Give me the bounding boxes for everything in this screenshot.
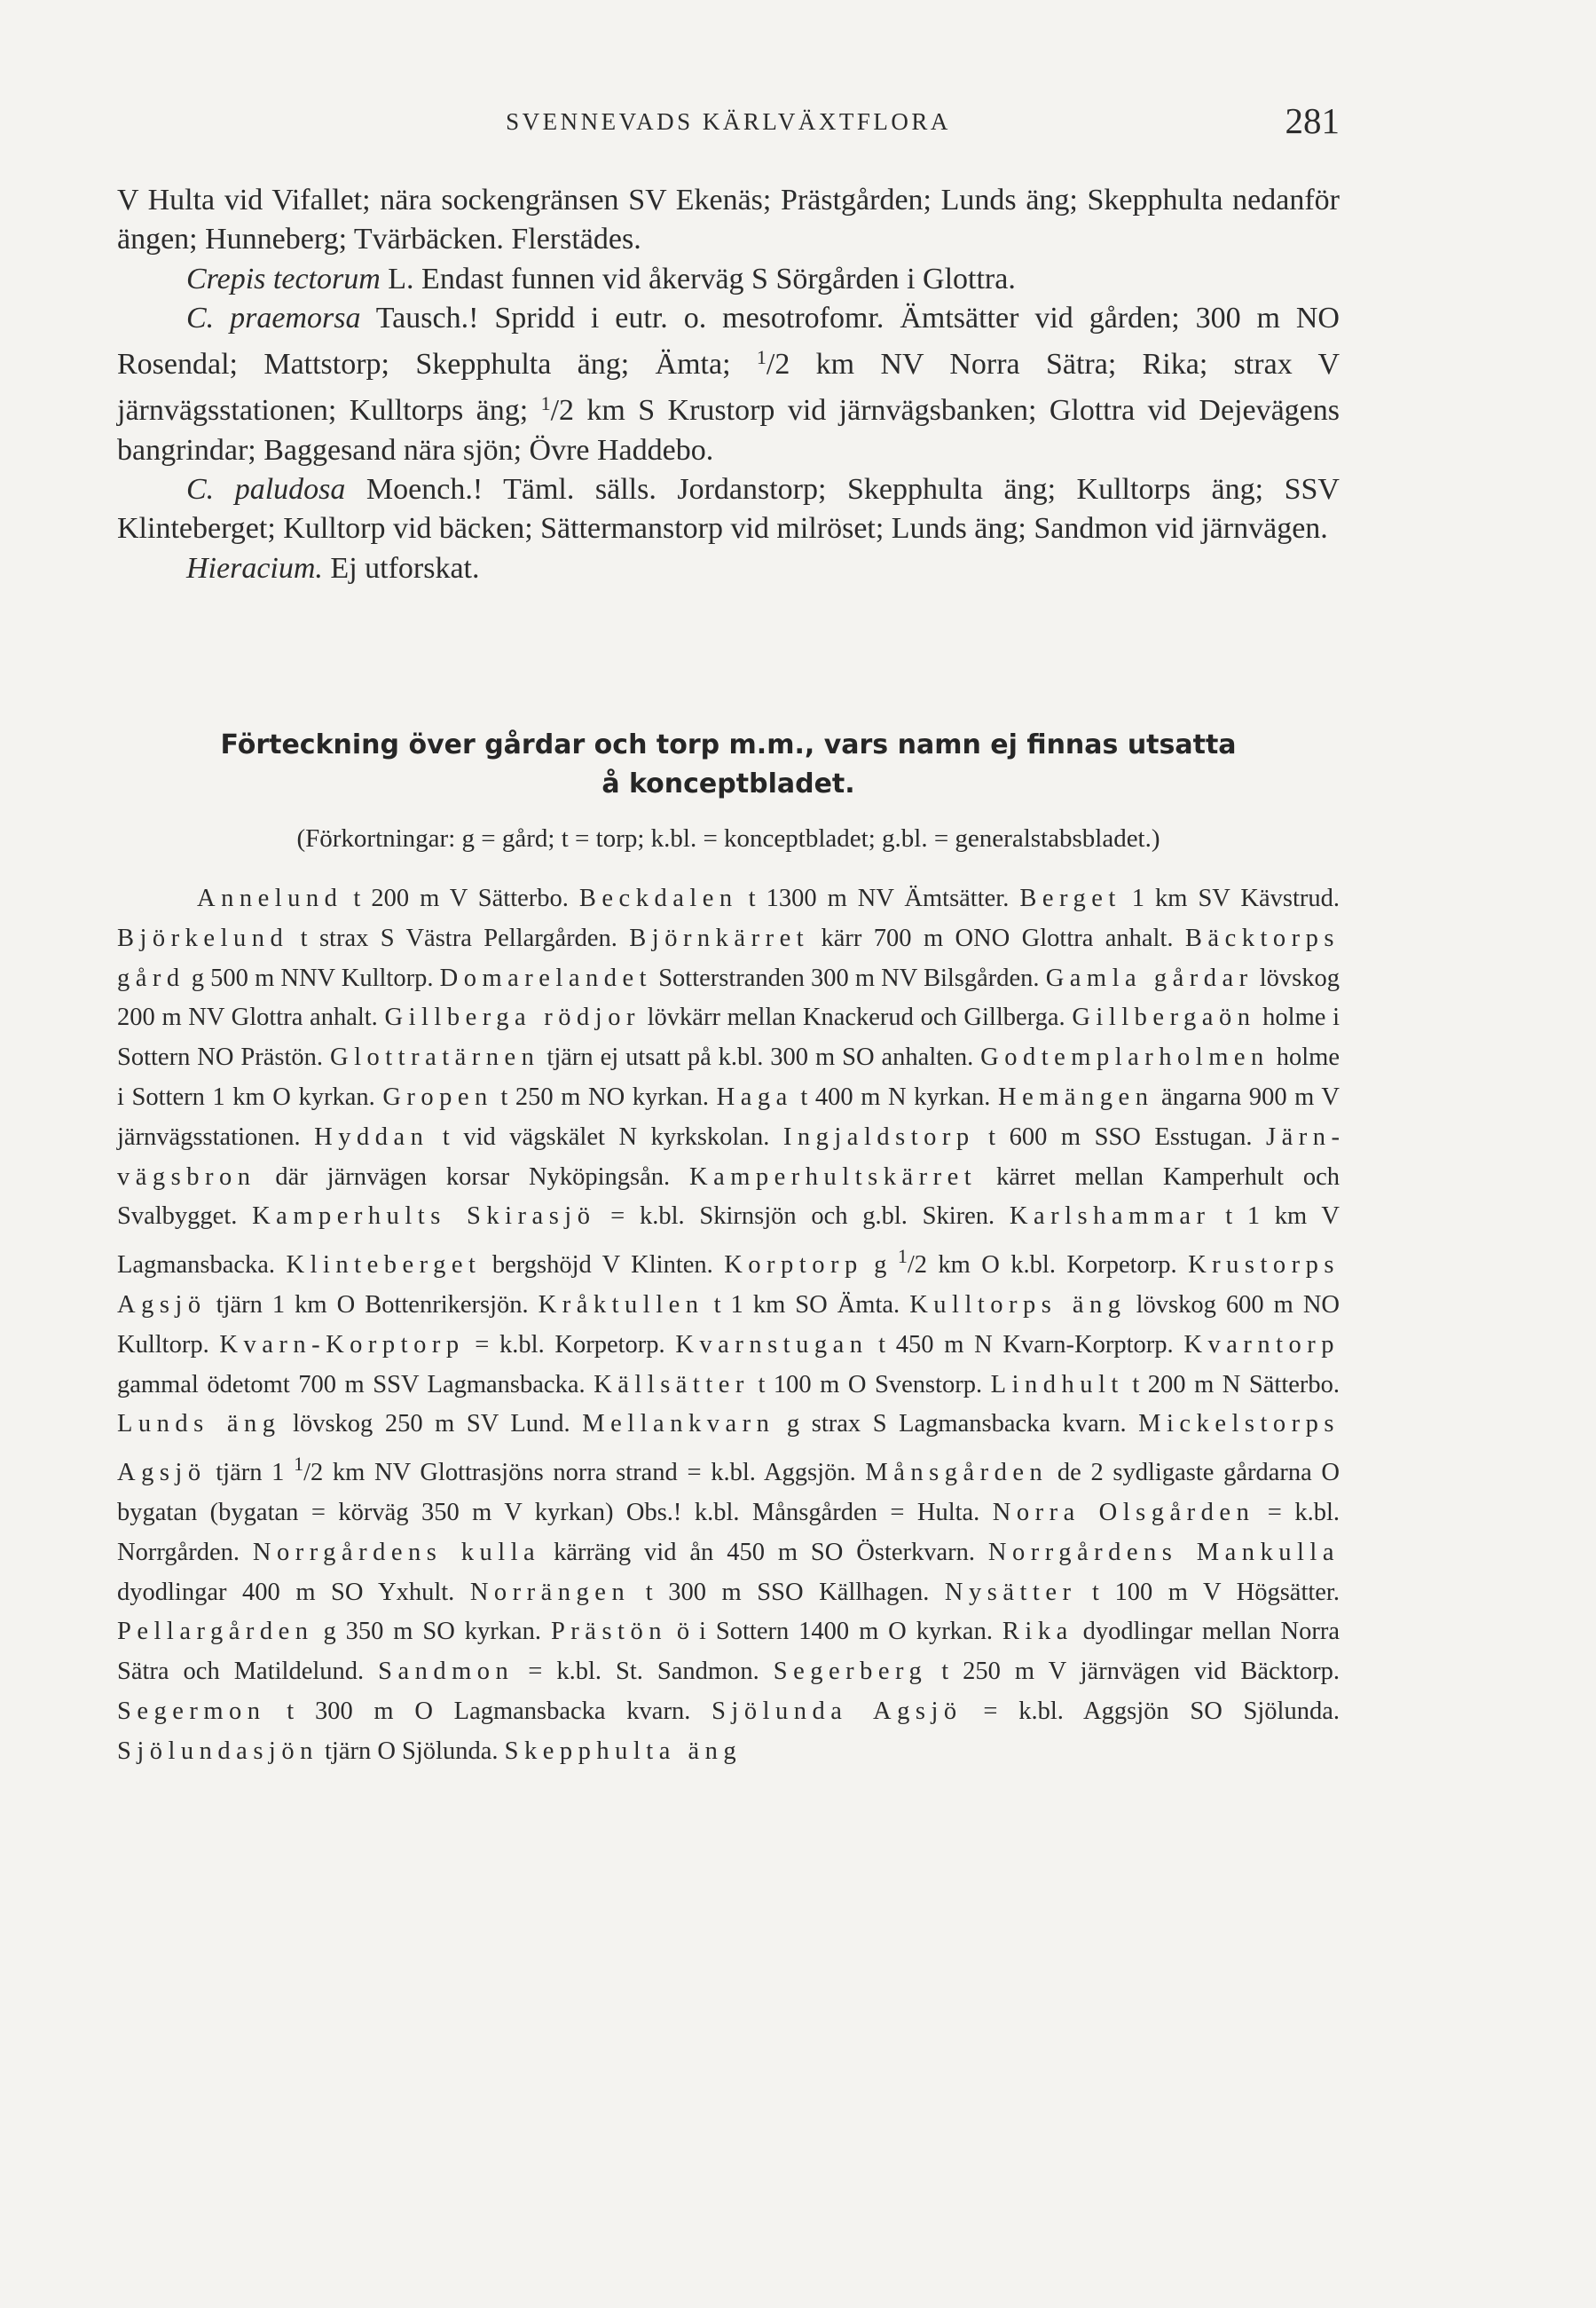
flora-paragraph — [117, 470, 1340, 549]
taxon-name: Crepis tectorum — [186, 262, 381, 295]
text-run: g strax S Lagmansbacka kvarn. — [774, 1410, 1139, 1438]
place-name: Norrgårdens Mankulla — [987, 1538, 1340, 1566]
taxon-name: C. praemorsa — [186, 301, 361, 335]
text-run: = k.bl. Skirnsjön och g.bl. Skiren. — [595, 1202, 1010, 1231]
flora-paragraph — [117, 260, 1340, 299]
text-run: = k.bl. St. Sandmon. — [514, 1658, 774, 1686]
section-heading — [117, 726, 1340, 804]
text-run: bergshöjd V Klinten. — [481, 1251, 725, 1280]
text-run: t 200 m V Sätterbo. — [342, 885, 579, 912]
running-head — [117, 99, 1340, 149]
text-run: t 300 m O Lagmansbacka kvarn. — [265, 1697, 712, 1725]
section-heading-line-1: Förteckning över gårdar och torp m.m., vars namn ej finnas utsatta — [220, 729, 1237, 760]
place-name: Ingjaldstorp — [782, 1122, 975, 1151]
text-run: t 100 m V Högsätter. — [1076, 1578, 1340, 1606]
text-run: = k.bl. Norrgården. — [117, 1498, 1340, 1566]
text-run: lövskog 200 m NV Glottra anhalt. — [117, 964, 1340, 1032]
fraction-numerator: 1 — [756, 346, 767, 369]
text-run: t strax S Västra Pellargården. — [288, 924, 630, 952]
text-run: t 1 km V Lagmansbacka. — [117, 1202, 1340, 1280]
taxon-name: C. paludosa — [186, 473, 346, 507]
text-run: lövskog 600 m NO Kulltorp. — [117, 1290, 1340, 1359]
place-name: Godtemplarholmen — [980, 1044, 1270, 1072]
place-name: Rika — [1002, 1618, 1073, 1646]
text-run: dyodlingar mellan Norra Sätra och Matildelund. — [117, 1618, 1340, 1686]
text-run: t 400 m N kyrkan. — [792, 1083, 998, 1111]
text-run: /2 km NV Glottrasjöns norra strand = k.bl. Aggsjön. — [303, 1459, 866, 1487]
text-run: L. Endast funnen vid åkerväg S Sörgården i Glottra. — [380, 262, 1016, 295]
place-name: Björkelund — [117, 924, 289, 952]
place-name: Korptorp — [724, 1251, 863, 1280]
place-name: Domarelandet — [439, 964, 653, 992]
place-name: Gropen — [382, 1083, 493, 1111]
text-run: 1 km SV Kävstrud. — [1120, 885, 1340, 912]
place-name: Karlshammar — [1009, 1202, 1211, 1231]
place-name: Gillberga rödjor — [384, 1004, 641, 1032]
place-name: Lindhult — [990, 1370, 1124, 1398]
place-register — [117, 879, 1340, 1772]
text-run: dyodlingar 400 m SO Yxhult. — [117, 1578, 470, 1606]
text-run: holme i Sottern NO Prästön. — [117, 1004, 1340, 1072]
text-run: Sotterstranden 300 m NV Bilsgården. — [652, 964, 1046, 992]
running-title: SVENNEVADS KÄRLVÄXTFLORA — [506, 108, 951, 135]
place-name: Lunds äng — [117, 1410, 281, 1438]
place-name: Beckdalen — [578, 885, 738, 912]
text-run: de 2 sydligaste gårdarna O bygatan (bygatan = körväg 350 m V kyrkan) Obs.! k.bl. Månsgården = Hulta. — [117, 1459, 1340, 1526]
text-run: V Hulta vid Vifallet; nära sockengränsen SV Ekenäs; Prästgården; Lunds äng; Skepphulta nedanför ängen; Hunneberg; Tvärbäcken. Flerstädes. — [117, 184, 1340, 256]
text-run: /2 km NV Norra Sätra; Rika; strax V järnvägsstationen; Kulltorps äng; — [117, 348, 1340, 428]
text-run: g 350 m SO kyrkan. — [313, 1618, 551, 1646]
text-run: Ej utforskat. — [322, 551, 480, 585]
place-name: Kvarnstugan — [675, 1330, 869, 1359]
text-run: = k.bl. Aggsjön SO Sjölunda. — [962, 1697, 1340, 1725]
text-run: g 500 m NNV Kulltorp. — [185, 964, 440, 992]
place-name: Norra Olsgården — [992, 1498, 1255, 1526]
place-name: Mellankvarn — [582, 1410, 775, 1438]
place-name: Järnvägsbron — [117, 1122, 1340, 1191]
place-name: Sandmon — [378, 1658, 515, 1686]
place-name: Krustorps Agsjö — [117, 1251, 1340, 1319]
place-name: Kulltorps äng — [909, 1290, 1127, 1319]
fraction-numerator: 1 — [897, 1245, 908, 1268]
place-name: Glottratärnen — [330, 1044, 540, 1072]
text-run: Moench.! Täml. sälls. Jordanstorp; Skepphulta äng; Kulltorps äng; SSV Klinteberget; Kulltorp vid bäcken; Sättermanstorp vid milröset; Lunds äng; Sandmon vid järnvägen. — [117, 473, 1340, 546]
place-name: Berget — [1019, 885, 1121, 912]
text-run: = k.bl. Korpetorp. — [464, 1330, 676, 1359]
place-name: Mickelstorps Agsjö — [117, 1410, 1340, 1487]
text-run: t 1 km SO Ämta. — [704, 1290, 910, 1319]
place-name: Segerberg — [773, 1658, 928, 1686]
text-run: tjärn ej utsatt på k.bl. 300 m SO anhalten. — [539, 1044, 981, 1072]
place-name: Haga — [716, 1083, 793, 1111]
text-run: ängarna 900 m V järnvägsstationen. — [117, 1083, 1340, 1151]
text-run: t 250 m NO kyrkan. — [492, 1083, 717, 1111]
flora-paragraph — [117, 181, 1340, 260]
text-run: t 250 m V järnvägen vid Bäcktorp. — [927, 1658, 1340, 1686]
text-run: ö i Sottern 1400 m O kyrkan. — [666, 1618, 1002, 1646]
place-name: Kamperhultskärret — [689, 1162, 978, 1191]
place-name: Hemängen — [998, 1083, 1154, 1111]
text-run: t 300 m SSO Källhagen. — [630, 1578, 945, 1606]
place-name: Annelund — [197, 885, 343, 912]
place-name: Hyddan — [314, 1122, 429, 1151]
section-heading-line-2: å konceptbladet. — [601, 768, 855, 800]
place-name: Nysätter — [944, 1578, 1077, 1606]
place-name: Skepphulta äng — [504, 1737, 743, 1765]
flora-text — [117, 181, 1340, 588]
text-run: tjärn 1 — [206, 1459, 295, 1487]
place-name: Månsgården — [865, 1459, 1049, 1487]
text-run: lövkärr mellan Knackerud och Gillberga. — [640, 1004, 1073, 1032]
flora-paragraph — [117, 549, 1340, 588]
page-number: 281 — [1285, 100, 1340, 141]
place-name: Kvarntorp — [1183, 1330, 1340, 1359]
place-name: Segermon — [117, 1697, 266, 1725]
place-name: Kråktullen — [538, 1290, 704, 1319]
fraction-numerator: 1 — [294, 1453, 304, 1476]
text-run: tjärn 1 km O Bottenrikersjön. — [206, 1290, 539, 1319]
place-name: Sjölunda Agsjö — [712, 1697, 963, 1725]
place-name: Källsätter — [594, 1370, 750, 1398]
place-name: Gamla gårdar — [1045, 964, 1254, 992]
text-run: t 450 m N Kvarn-Korptorp. — [868, 1330, 1184, 1359]
text-run: /2 km S Krustorp vid järnvägsbanken; Glottra vid Dejevägens bangrindar; Baggesand nära sjön; Övre Haddebo. — [117, 394, 1340, 467]
place-name: Kvarn-Korptorp — [219, 1330, 465, 1359]
fraction-numerator: 1 — [540, 392, 551, 415]
text-run: holme i Sottern 1 km O kyrkan. — [117, 1044, 1340, 1111]
text-run: t 1300 m NV Ämtsätter. — [737, 885, 1020, 912]
text-run: t 100 m O Svenstorp. — [749, 1370, 991, 1398]
place-name: Pellargården — [117, 1618, 314, 1646]
text-run: t 200 m N Sätterbo. — [1123, 1370, 1340, 1398]
place-name: Gillbergaön — [1072, 1004, 1256, 1032]
flora-paragraph — [117, 299, 1340, 470]
text-run: kärret mellan Kamperhult och Svalbygget. — [117, 1162, 1340, 1231]
text-run: där järnvägen korsar Nyköpingsån. — [256, 1162, 689, 1191]
place-name: Prästön — [550, 1618, 667, 1646]
place-name: Norrängen — [469, 1578, 631, 1606]
text-run: /2 km O k.bl. Korpetorp. — [907, 1251, 1189, 1280]
taxon-name: Hieracium. — [186, 551, 323, 585]
text-run: lövskog 250 m SV Lund. — [280, 1410, 583, 1438]
place-name: Kamperhults Skirasjö — [252, 1202, 596, 1231]
text-run: t vid vägskälet N kyrkskolan. — [428, 1122, 783, 1151]
place-name: Klinteberget — [286, 1251, 482, 1280]
abbreviations-note: (Förkortningar: g = gård; t = torp; k.bl. = konceptbladet; g.bl. = generalstabsbladet.) — [296, 824, 1160, 853]
text-run: gammal ödetomt 700 m SSV Lagmansbacka. — [117, 1370, 594, 1398]
place-name: Björnkärret — [629, 924, 810, 952]
place-name: Sjölundasjön — [117, 1737, 318, 1765]
place-name: Bäcktorps gård — [117, 924, 1340, 992]
place-name: Norrgårdens kulla — [252, 1538, 541, 1566]
text-run: Tausch.! Spridd i eutr. o. mesotrofomr. Ämtsätter vid gården; 300 m NO Rosendal; Mattstorp; Skepphulta äng; Ämta; — [117, 301, 1340, 382]
text-run: tjärn O Sjölunda. — [318, 1737, 505, 1765]
text-run: kärräng vid ån 450 m SO Österkvarn. — [540, 1538, 988, 1566]
text-run: t 600 m SSO Esstugan. — [974, 1122, 1267, 1151]
text-run: kärr 700 m ONO Glottra anhalt. — [809, 924, 1185, 952]
text-run: g — [862, 1251, 898, 1280]
